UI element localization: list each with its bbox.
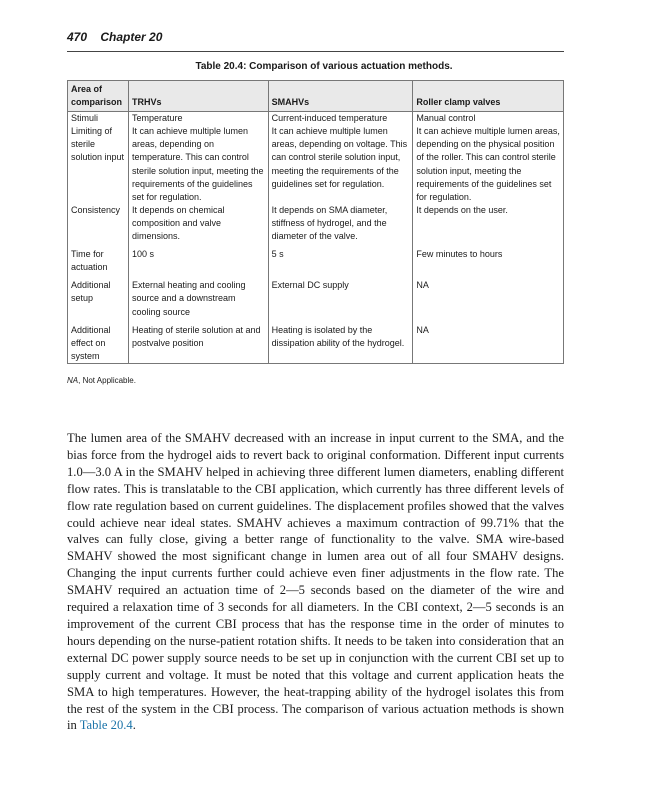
table-cell: NA bbox=[413, 324, 564, 364]
footnote-abbreviation: NA bbox=[67, 376, 79, 385]
chapter-title: Chapter 20 bbox=[100, 30, 163, 44]
table-cell: Limiting of sterile solution input bbox=[68, 125, 129, 204]
header-rule bbox=[67, 51, 564, 52]
table-cell: Time for actuation bbox=[68, 248, 129, 279]
footnote-text: , Not Applicable. bbox=[78, 376, 136, 385]
table-caption: Table 20.4: Comparison of various actuation methods. bbox=[195, 61, 453, 72]
table-row bbox=[68, 248, 564, 279]
table-cell: External heating and cooling source and a downstream cooling source bbox=[128, 279, 268, 323]
comparison-table bbox=[67, 80, 564, 364]
table-cell: Manual control bbox=[413, 112, 564, 126]
table-cell: NA bbox=[413, 279, 564, 323]
table-cell: It depends on the user. bbox=[413, 204, 564, 248]
body-paragraph bbox=[67, 430, 564, 734]
table-cell: It depends on SMA diameter, stiffness of hydrogel, and the diameter of the valve. bbox=[268, 204, 413, 248]
table-cell: Temperature bbox=[128, 112, 268, 126]
table-row bbox=[68, 279, 564, 323]
table-row bbox=[68, 324, 564, 364]
table-cell: External DC supply bbox=[268, 279, 413, 323]
table-cell: Heating is isolated by the dissipation ability of the hydrogel. bbox=[268, 324, 413, 364]
table-row bbox=[68, 204, 564, 248]
paragraph-text: The lumen area of the SMAHV decreased with an increase in input current to the SMA, and the bias force from the hydrogel aids to revert back to original conformation. Different input currents 1.0—3.0 A in the SMAHV helped in achieving three different lumen diameters, enabling different flow rates. This is translatable to the CBI application, which currently has three different levels of flow rate regulation based on current guidelines. The displacement profiles showed that the valves could achieve near ideal states. SMAHV achieves a maximum contraction of 99.71% that the valves can fully close, giving a better range of functionality to the valve. SMA wire-based SMAHV showed the most significant change in lumen area out of all four SMAHV designs. Changing the input currents further could achieve even finer adjustments in the flow rate. The SMAHV required an actuation time of 2—5 seconds based on the diameter of the wire and required a relaxation time of 3 seconds for all diameters. In the CBI context, 2—5 seconds is an improvement of the current CBI process that has the response time in the order of minutes to hours depending on the nurse-patient rotation shifts. It needs to be taken into consideration that an external DC power supply source needs to be set up in conjunction with the current CBI set up to supply current and voltage. It must be noted that this voltage and current application heats the SMA to high temperatures. However, the heat-trapping ability of the hydrogel isolates this from the rest of the system in the CBI process. The comparison of various actuation methods is shown in bbox=[67, 431, 564, 733]
table-cell: Heating of sterile solution at and postvalve position bbox=[128, 324, 268, 364]
paragraph-end: . bbox=[132, 718, 136, 733]
column-header: SMAHVs bbox=[268, 81, 413, 112]
table-header-row bbox=[68, 81, 564, 112]
column-header: Roller clamp valves bbox=[413, 81, 564, 112]
column-header: TRHVs bbox=[128, 81, 268, 112]
table-cell: Consistency bbox=[68, 204, 129, 248]
table-cell: It can achieve multiple lumen areas, depending on voltage. This can control sterile solution input, meeting the requirements of the guidelines set for regulation. bbox=[268, 125, 413, 204]
table-cell: Current-induced temperature bbox=[268, 112, 413, 126]
table-cell: It depends on chemical composition and valve dimensions. bbox=[128, 204, 268, 248]
table-cell: Additional effect on system bbox=[68, 324, 129, 364]
column-header: Area of comparison bbox=[68, 81, 129, 112]
table-row bbox=[68, 112, 564, 126]
running-header bbox=[67, 30, 563, 50]
page-number: 470 bbox=[67, 30, 88, 44]
table-cell: 5 s bbox=[268, 248, 413, 279]
table-cell: Few minutes to hours bbox=[413, 248, 564, 279]
table-cell: It can achieve multiple lumen areas, depending on temperature. This can control sterile solution input, meeting the requirements of the guidelines set for regulation. bbox=[128, 125, 268, 204]
table-cell: It can achieve multiple lumen areas, depending on the physical position of the roller. This can control sterile solution input, meeting the requirements of the guidelines set for regulation. bbox=[413, 125, 564, 204]
table-cell: Stimuli bbox=[68, 112, 129, 126]
table-footnote bbox=[67, 376, 136, 385]
table-cell: 100 s bbox=[128, 248, 268, 279]
table-row bbox=[68, 125, 564, 204]
table-reference-link[interactable]: Table 20.4 bbox=[79, 718, 133, 733]
table-cell: Additional setup bbox=[68, 279, 129, 323]
